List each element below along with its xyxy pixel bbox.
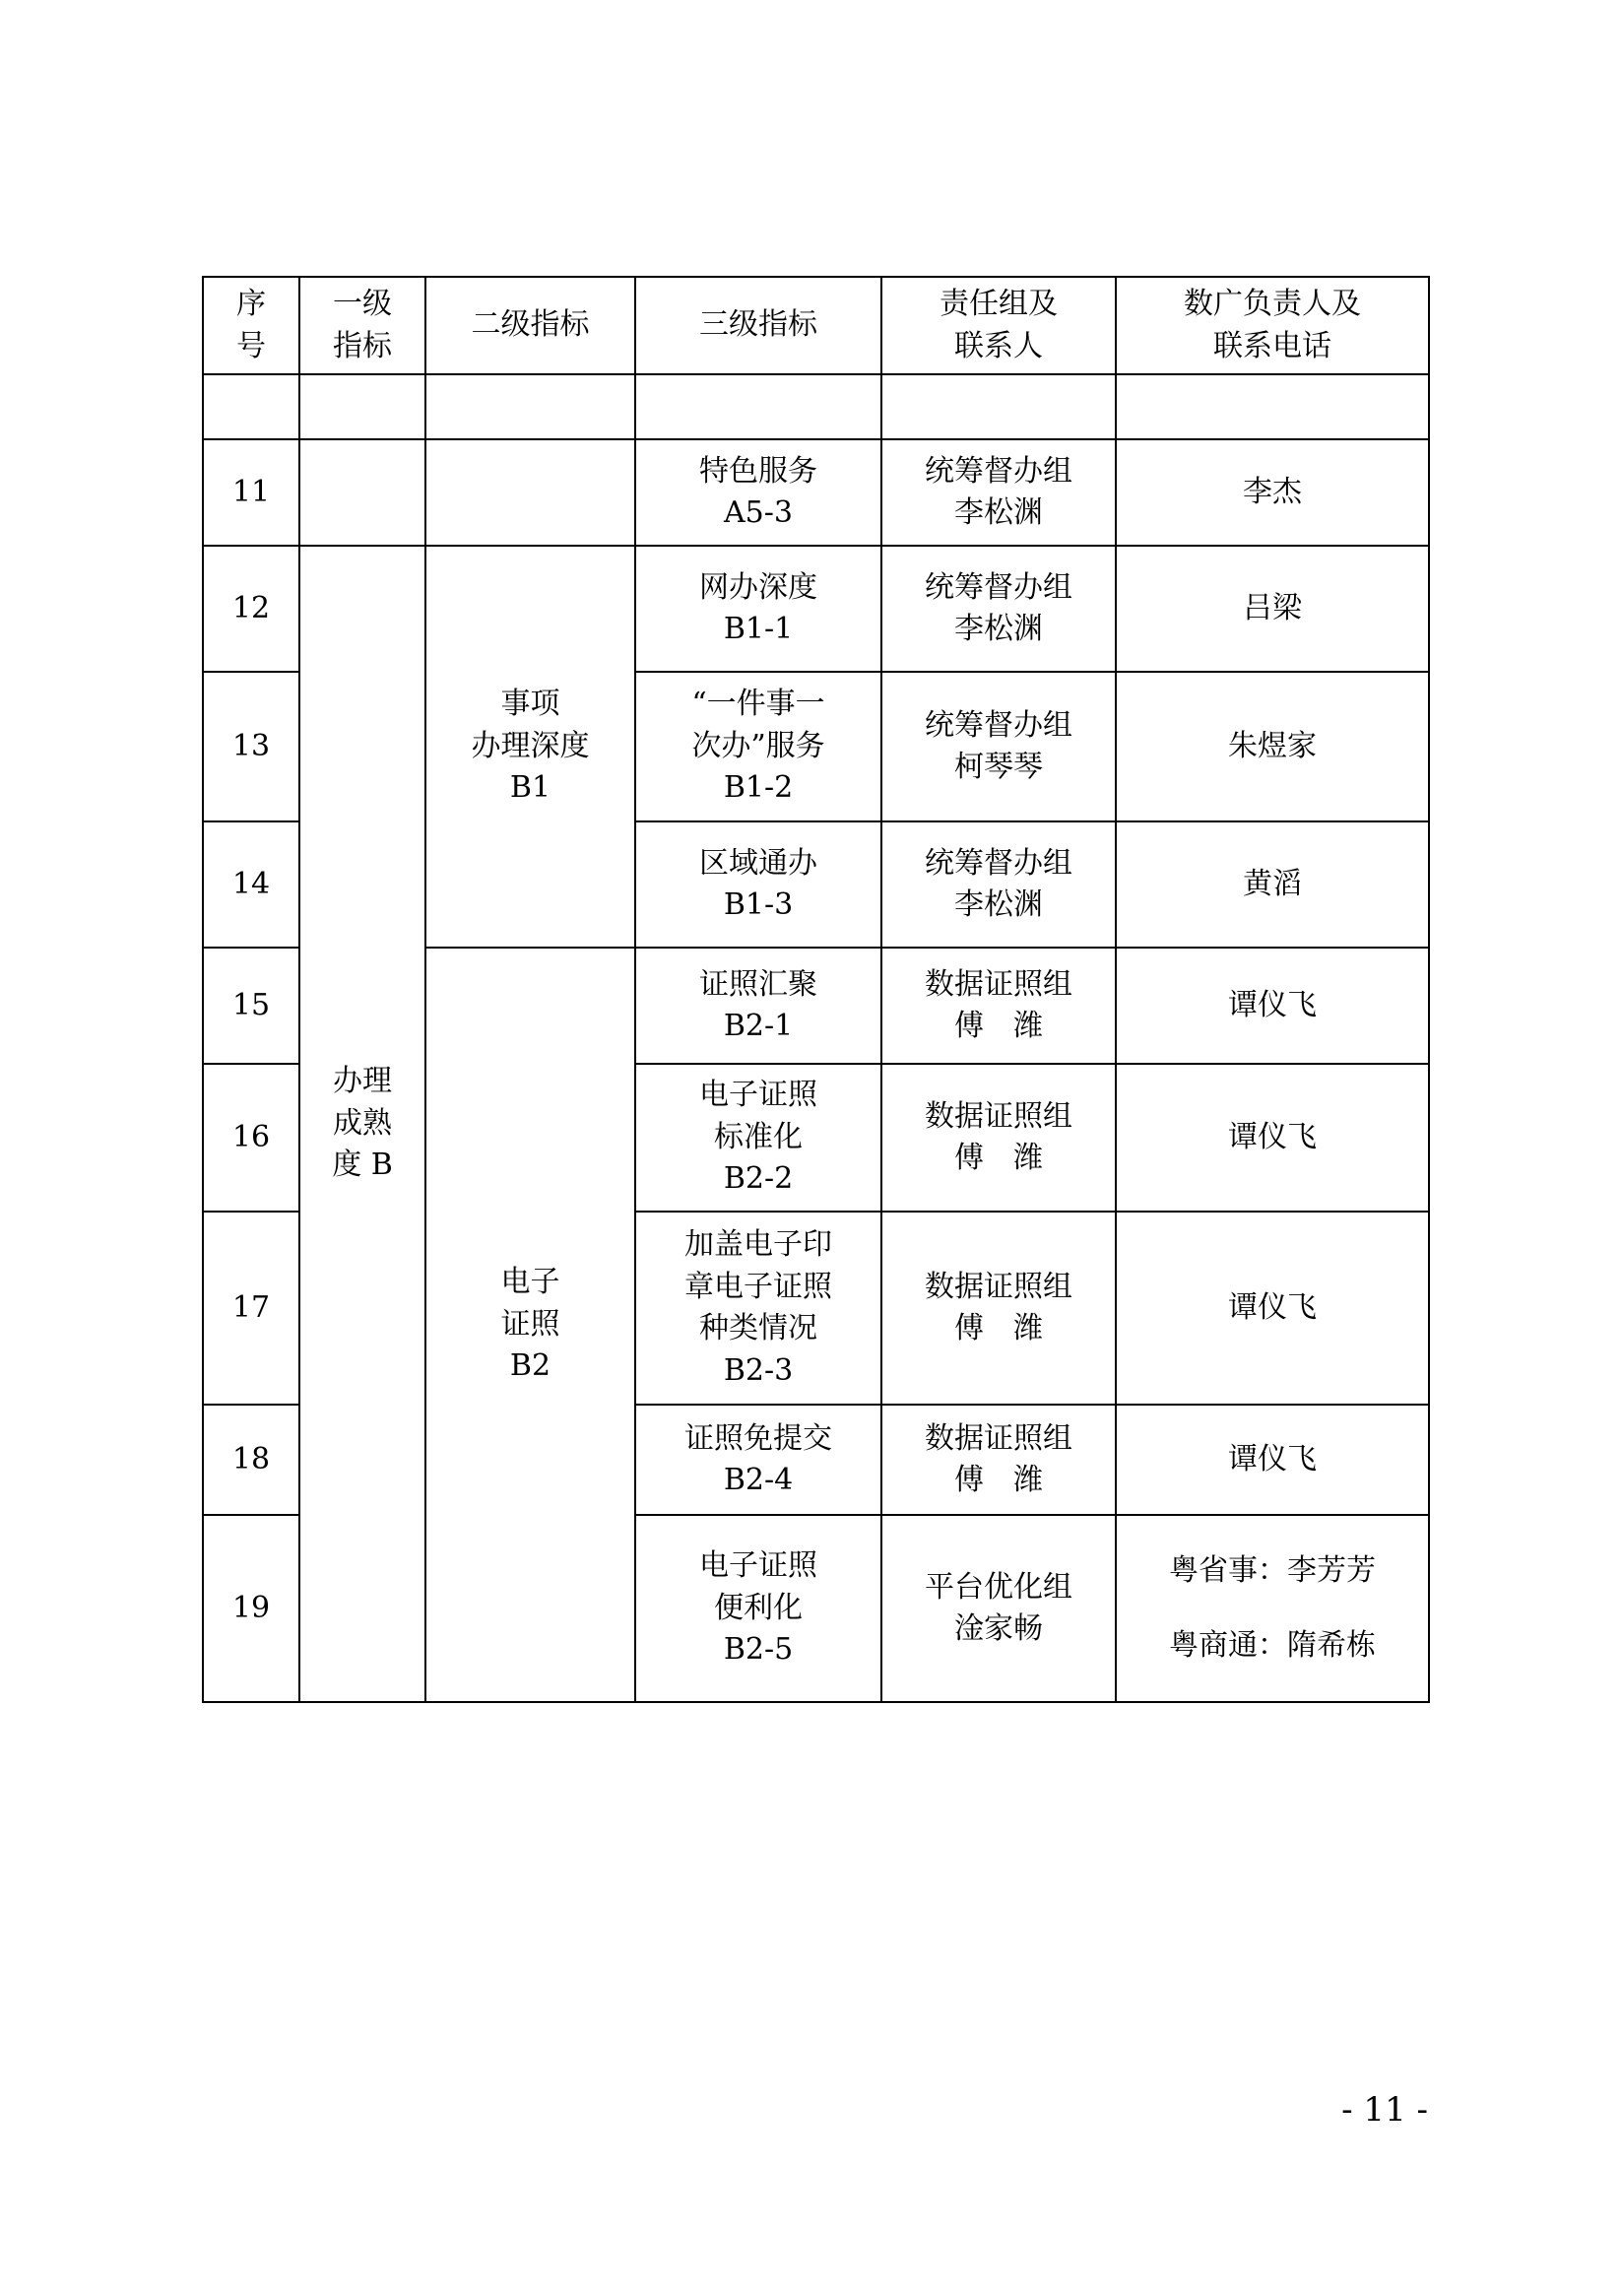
cell-group: 统筹督办组 李松渊 bbox=[881, 439, 1116, 546]
cell-seq: 12 bbox=[203, 546, 299, 672]
cell-level3: 网办深度 B1-1 bbox=[635, 546, 881, 672]
cell-group: 数据证照组 傅 潍 bbox=[881, 948, 1116, 1064]
cell-group: 数据证照组 傅 潍 bbox=[881, 1405, 1116, 1515]
table-row bbox=[203, 439, 1429, 546]
cell-seq: 14 bbox=[203, 821, 299, 948]
cell-phone: 谭仪飞 bbox=[1116, 1064, 1429, 1212]
header-seq: 序 号 bbox=[203, 277, 299, 374]
cell-group: 统筹督办组 柯琴琴 bbox=[881, 672, 1116, 821]
indicator-table bbox=[202, 276, 1430, 1703]
cell-level1-span: 办理 成熟 度 B bbox=[299, 546, 425, 1702]
cell-level2 bbox=[425, 374, 635, 439]
cell-seq: 11 bbox=[203, 439, 299, 546]
cell-level1 bbox=[299, 374, 425, 439]
cell-level3 bbox=[635, 374, 881, 439]
cell-level1 bbox=[299, 439, 425, 546]
indicator-table-container bbox=[202, 276, 1428, 1703]
cell-level3: 特色服务 A5-3 bbox=[635, 439, 881, 546]
cell-phone: 谭仪飞 bbox=[1116, 1405, 1429, 1515]
header-level2: 二级指标 bbox=[425, 277, 635, 374]
header-level1: 一级 指标 bbox=[299, 277, 425, 374]
cell-group: 数据证照组 傅 潍 bbox=[881, 1064, 1116, 1212]
cell-seq: 17 bbox=[203, 1212, 299, 1405]
cell-level3: 证照免提交 B2-4 bbox=[635, 1405, 881, 1515]
cell-level3: 区域通办 B1-3 bbox=[635, 821, 881, 948]
cell-group: 统筹督办组 李松渊 bbox=[881, 546, 1116, 672]
cell-level3: “一件事一 次办”服务 B1-2 bbox=[635, 672, 881, 821]
cell-seq: 16 bbox=[203, 1064, 299, 1212]
cell-level3: 证照汇聚 B2-1 bbox=[635, 948, 881, 1064]
cell-group: 数据证照组 傅 潍 bbox=[881, 1212, 1116, 1405]
cell-level2 bbox=[425, 439, 635, 546]
cell-level2-span-b2: 电子 证照 B2 bbox=[425, 948, 635, 1702]
cell-level3: 加盖电子印 章电子证照 种类情况 B2-3 bbox=[635, 1212, 881, 1405]
cell-level2-span-b1: 事项 办理深度 B1 bbox=[425, 546, 635, 948]
table-header-row bbox=[203, 277, 1429, 374]
cell-seq: 18 bbox=[203, 1405, 299, 1515]
cell-phone bbox=[1116, 374, 1429, 439]
cell-group: 统筹督办组 李松渊 bbox=[881, 821, 1116, 948]
header-phone: 数广负责人及 联系电话 bbox=[1116, 277, 1429, 374]
cell-level3: 电子证照 便利化 B2-5 bbox=[635, 1515, 881, 1702]
page-number: - 11 - bbox=[1341, 2090, 1428, 2130]
cell-level3: 电子证照 标准化 B2-2 bbox=[635, 1064, 881, 1212]
cell-phone: 谭仪飞 bbox=[1116, 948, 1429, 1064]
cell-phone: 黄滔 bbox=[1116, 821, 1429, 948]
cell-phone: 朱煜家 bbox=[1116, 672, 1429, 821]
cell-seq bbox=[203, 374, 299, 439]
cell-seq: 19 bbox=[203, 1515, 299, 1702]
cell-phone: 李杰 bbox=[1116, 439, 1429, 546]
cell-phone: 谭仪飞 bbox=[1116, 1212, 1429, 1405]
cell-phone: 粤省事：李芳芳 粤商通：隋希栋 bbox=[1116, 1515, 1429, 1702]
cell-seq: 13 bbox=[203, 672, 299, 821]
cell-group bbox=[881, 374, 1116, 439]
header-group: 责任组及 联系人 bbox=[881, 277, 1116, 374]
cell-phone: 吕梁 bbox=[1116, 546, 1429, 672]
cell-group: 平台优化组 淦家畅 bbox=[881, 1515, 1116, 1702]
header-level3: 三级指标 bbox=[635, 277, 881, 374]
table-row bbox=[203, 546, 1429, 672]
table-row bbox=[203, 374, 1429, 439]
cell-seq: 15 bbox=[203, 948, 299, 1064]
